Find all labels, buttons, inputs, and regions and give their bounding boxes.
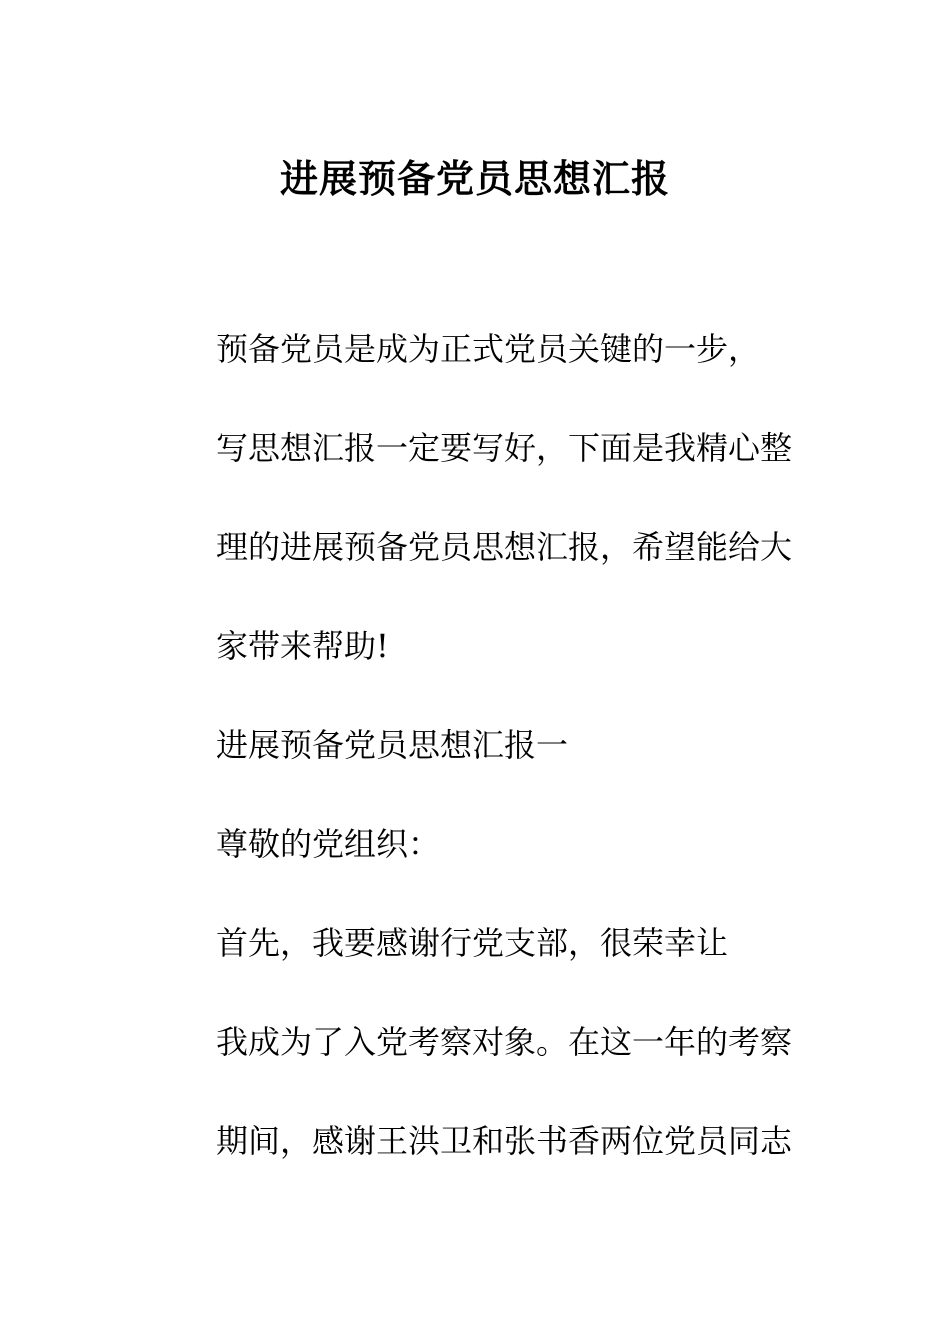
paragraph-section-heading: [146, 696, 806, 795]
text-line: 期间，感谢王洪卫和张书香两位党员同志: [216, 1122, 793, 1160]
paragraph-intro: [146, 300, 806, 696]
text-line: 我成为了入党考察对象。在这一年的考察: [216, 1023, 793, 1061]
document-body: [146, 300, 806, 1191]
document-title: 进展预备党员思想汇报: [279, 156, 670, 202]
text-line: 尊敬的党组织：: [216, 825, 441, 863]
text-line: 写思想汇报一定要写好，下面是我精心整: [216, 429, 793, 467]
text-line: 家带来帮助!: [216, 627, 389, 665]
paragraph-salutation: [146, 795, 806, 894]
text-line: 理的进展预备党员思想汇报，希望能给大: [216, 528, 793, 566]
text-line: 首先，我要感谢行党支部，很荣幸让: [216, 924, 729, 962]
text-line: 进展预备党员思想汇报一: [216, 726, 569, 764]
text-line: 预备党员是成为正式党员关键的一步，: [216, 330, 761, 368]
paragraph-body: [146, 894, 806, 1191]
